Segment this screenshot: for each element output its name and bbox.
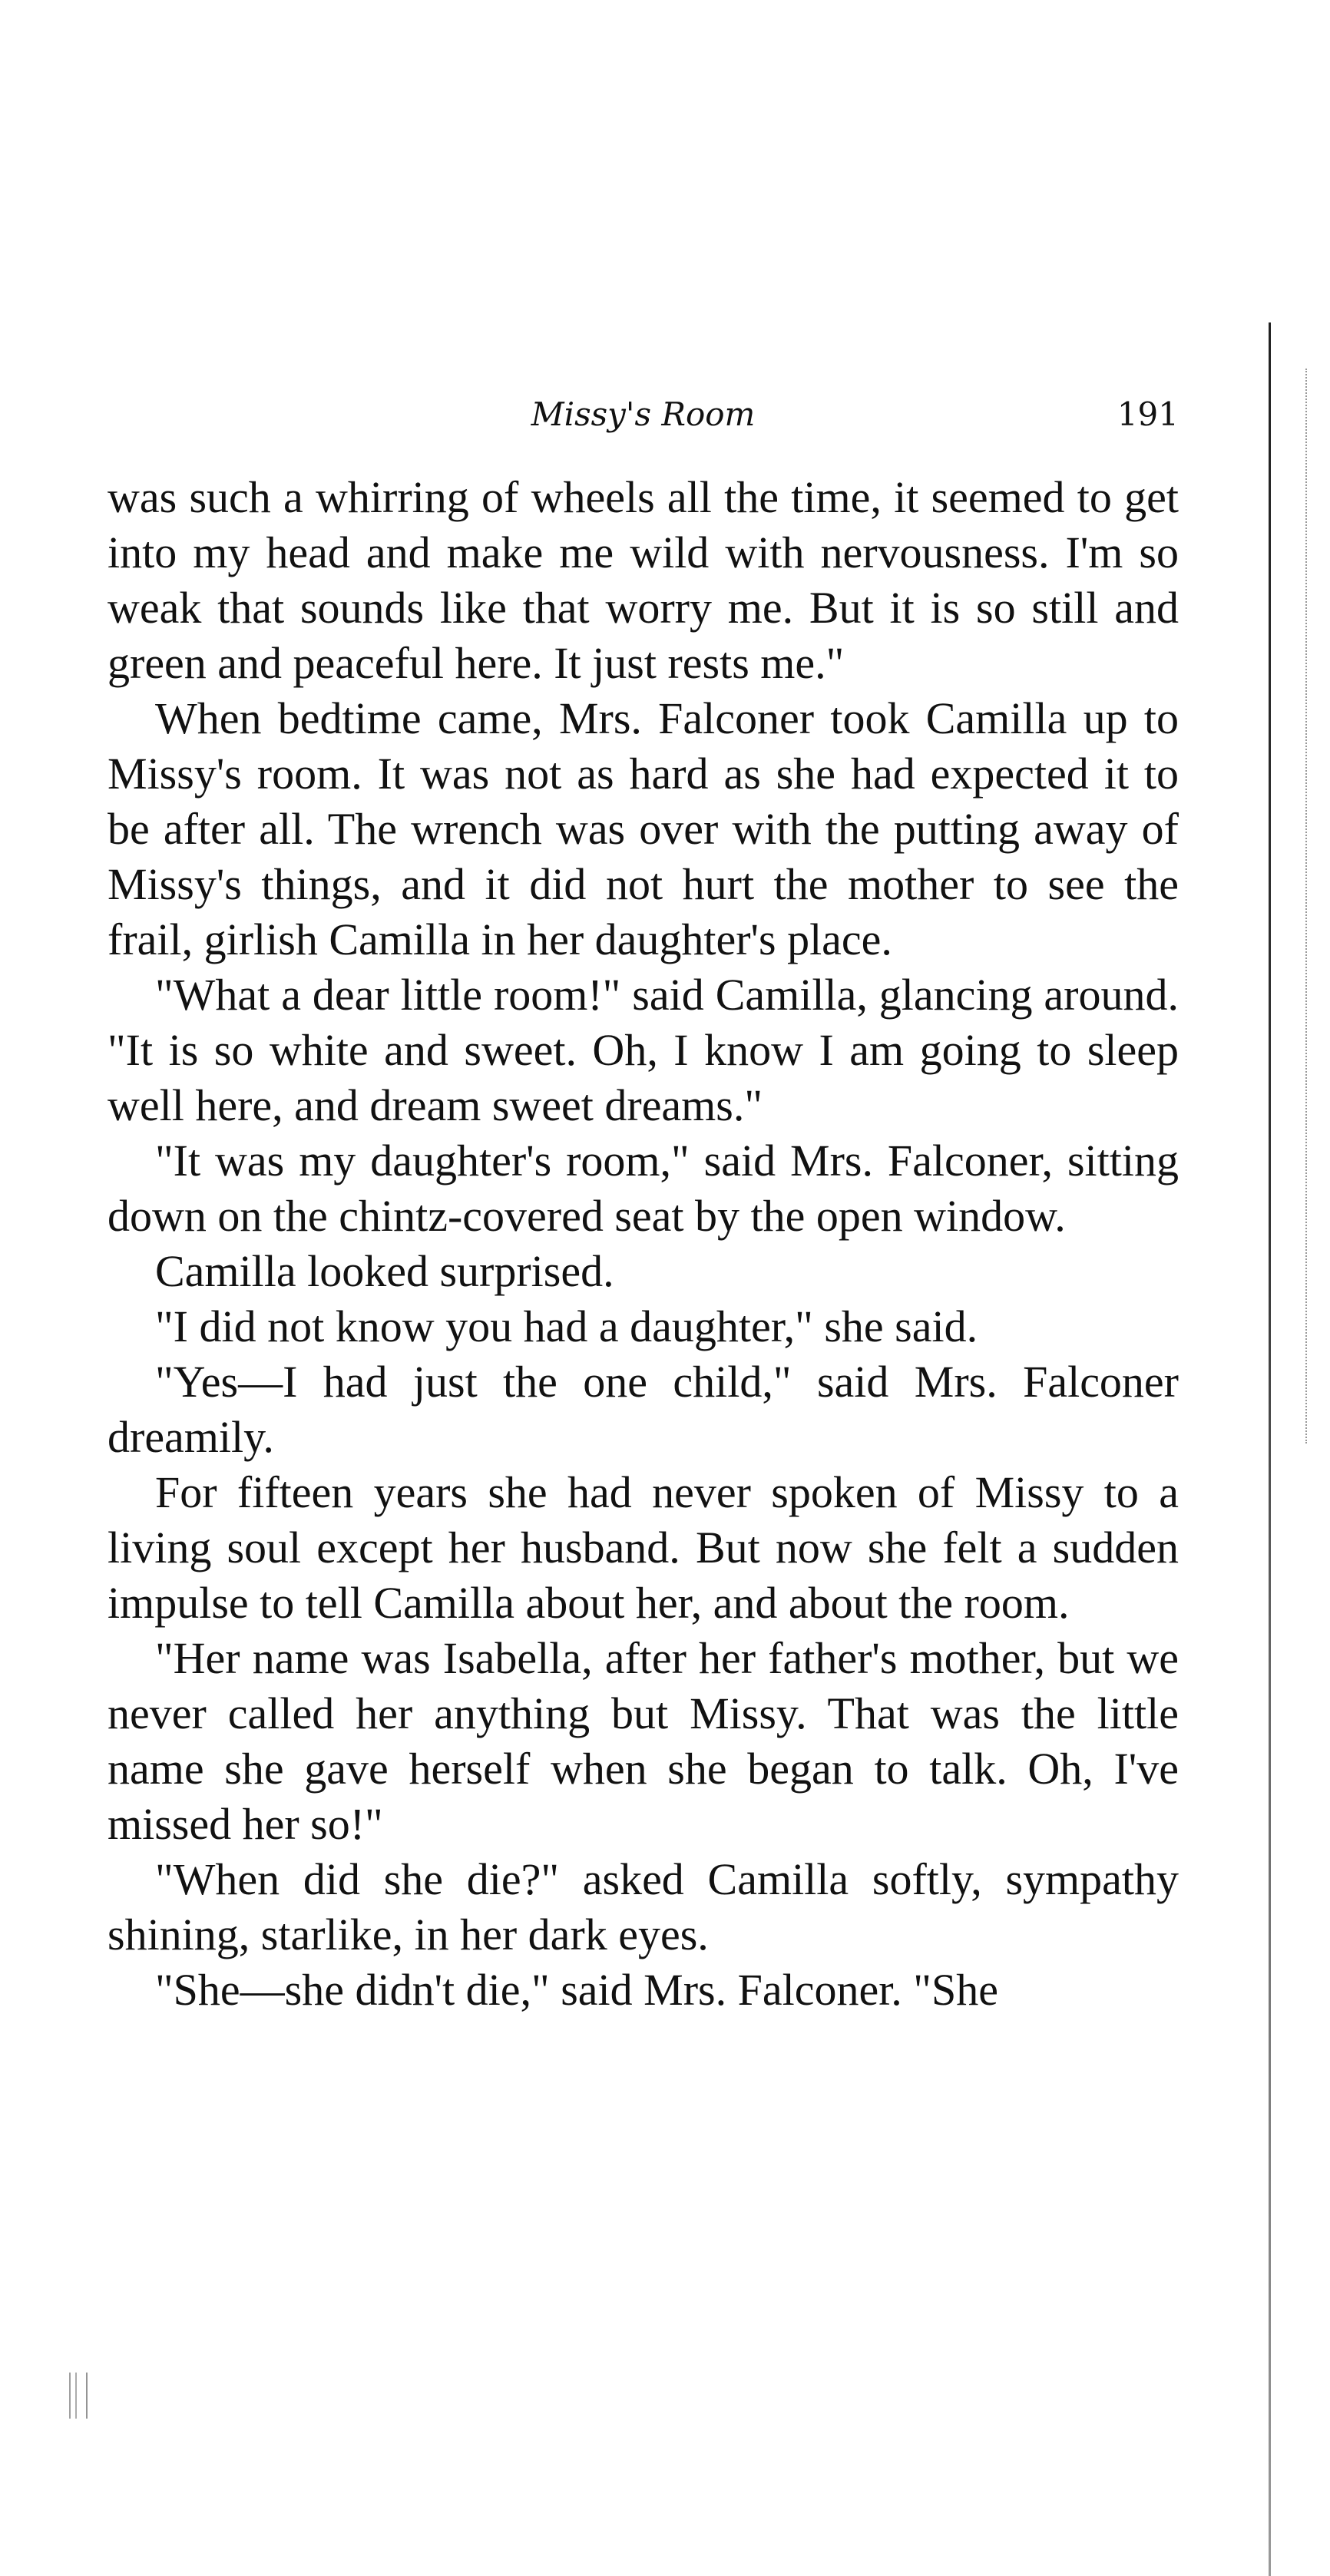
paragraph: "I did not know you had a daughter," she said. xyxy=(155,1301,978,1351)
paragraph: Camilla looked surprised. xyxy=(155,1246,614,1296)
paragraph: For fifteen years she had never spoken of Missy to a living soul except her husband. But now she felt a sudden impulse to tell Camilla about her, and about the room. xyxy=(108,1467,1179,1628)
scan-artifact xyxy=(69,2373,760,2419)
page-edge-shadow xyxy=(1269,322,1271,2576)
page-edge-marks xyxy=(1305,369,1310,1443)
paragraph: "What a dear little room!" said Camilla, glancing around. "It is so white and sweet. Oh, I know I am going to sleep well here, and dream sweet dreams." xyxy=(108,970,1179,1130)
paragraph-last: "She—she didn't die," said Mrs. Falconer. "She xyxy=(155,1965,998,2015)
page-number: 191 xyxy=(1117,395,1179,433)
paragraph: "Yes—I had just the one child," said Mrs. Falconer dreamily. xyxy=(108,1357,1179,1462)
body-text xyxy=(108,470,1179,2018)
paragraph: "Her name was Isabella, after her father's mother, but we never called her anything but Missy. That was the little name she gave herself when she began to talk. Oh, I've missed her so!" xyxy=(108,1633,1179,1849)
paragraph-continued: was such a whirring of wheels all the time, it seemed to get into my head and make me wild with nervousness. I'm so weak that sounds like that worry me. But it is so still and green and peaceful here. It just rests me." xyxy=(108,472,1179,688)
running-title: Missy's Room xyxy=(531,395,756,433)
running-head xyxy=(108,388,1179,441)
paragraph: "It was my daughter's room," said Mrs. Falconer, sitting down on the chintz-covered seat by the open window. xyxy=(108,1136,1179,1241)
paragraph: "When did she die?" asked Camilla softly, sympathy shining, starlike, in her dark eyes. xyxy=(108,1854,1179,1959)
paragraph: When bedtime came, Mrs. Falconer took Camilla up to Missy's room. It was not as hard as she had expected it to be after all. The wrench was over with the putting away of Missy's things, and it did not hurt the mother to see the frail, girlish Camilla in her daughter's place. xyxy=(108,693,1179,964)
